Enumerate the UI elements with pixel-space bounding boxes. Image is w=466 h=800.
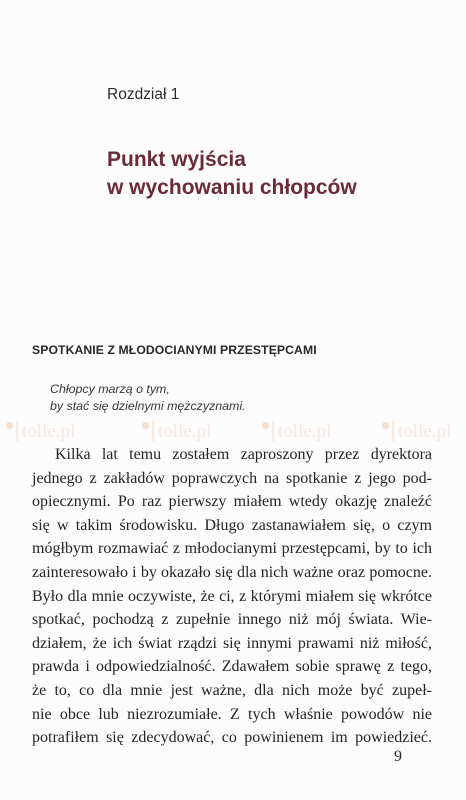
paragraph-line: potrafiłem się zdecydować, co powinienem im powiedzieć. [32,729,432,747]
chapter-label: Rozdział 1 [107,86,180,103]
watermark [142,421,211,443]
paragraph-line: że to, co dla mnie jest ważne, dla nich może być zupeł- [32,681,432,699]
watermark-dot-icon [6,422,13,429]
chapter-title [107,146,427,202]
section-heading: SPOTKANIE Z MŁODOCIANYMI PRZESTĘPCAMI [32,343,317,357]
paragraph-line: jednego z zakładów poprawczych na spotkanie z jego pod- [32,469,432,487]
epigraph-line-1: Chłopcy marzą o tym, [50,382,170,396]
watermark-bar-icon [392,421,394,441]
paragraph-line: spotkać, pochodzą z zupełnie innego niż mój świata. Wie- [32,611,432,629]
page-number: 9 [394,748,402,765]
watermark-dot-icon [142,422,149,429]
paragraph-line: mógłbym rozmawiać z młodocianymi przestępcami, by to ich [32,540,432,558]
paragraph-line: nie obce lub niezrozumiałe. Z tych właśnie powodów nie [32,705,432,723]
epigraph-line-2: by stać się dzielnymi mężczyznami. [50,399,246,413]
watermark-bar-icon [152,421,154,441]
watermark-bar-icon [16,421,18,441]
watermark-text: tolle.pl [158,421,212,442]
paragraph-line: działem, że ich świat rządzi się innymi prawami niż miłość, [32,634,432,652]
chapter-title-line-2: w wychowaniu chłopców [107,176,357,199]
watermark [382,421,451,443]
watermark-dot-icon [262,422,269,429]
paragraph-line: prawda i odpowiedzialność. Zdawałem sobie sprawę z tego, [32,658,432,676]
watermark-text: tolle.pl [398,421,452,442]
paragraph-line: się w takim środowisku. Długo zastanawiałem się, o czym [32,516,432,534]
paragraph-line: zainteresowało i by okazało się dla nich ważne oraz pomocne. [32,563,432,581]
epigraph [50,381,246,415]
watermark [262,421,331,443]
paragraph-line: opiecznymi. Po raz pierwszy miałem wtedy okazję znaleźć [32,493,432,511]
chapter-title-line-1: Punkt wyjścia [107,148,246,171]
watermark [6,421,75,443]
body-paragraph [32,443,432,750]
watermark-text: tolle.pl [278,421,332,442]
paragraph-line: Było dla mnie oczywiste, że ci, z którymi miałem się wkrótce [32,587,432,605]
watermark-bar-icon [272,421,274,441]
watermark-text: tolle.pl [22,421,76,442]
watermark-dot-icon [382,422,389,429]
paragraph-line: Kilka lat temu zostałem zaproszony przez dyrektora [55,446,432,463]
